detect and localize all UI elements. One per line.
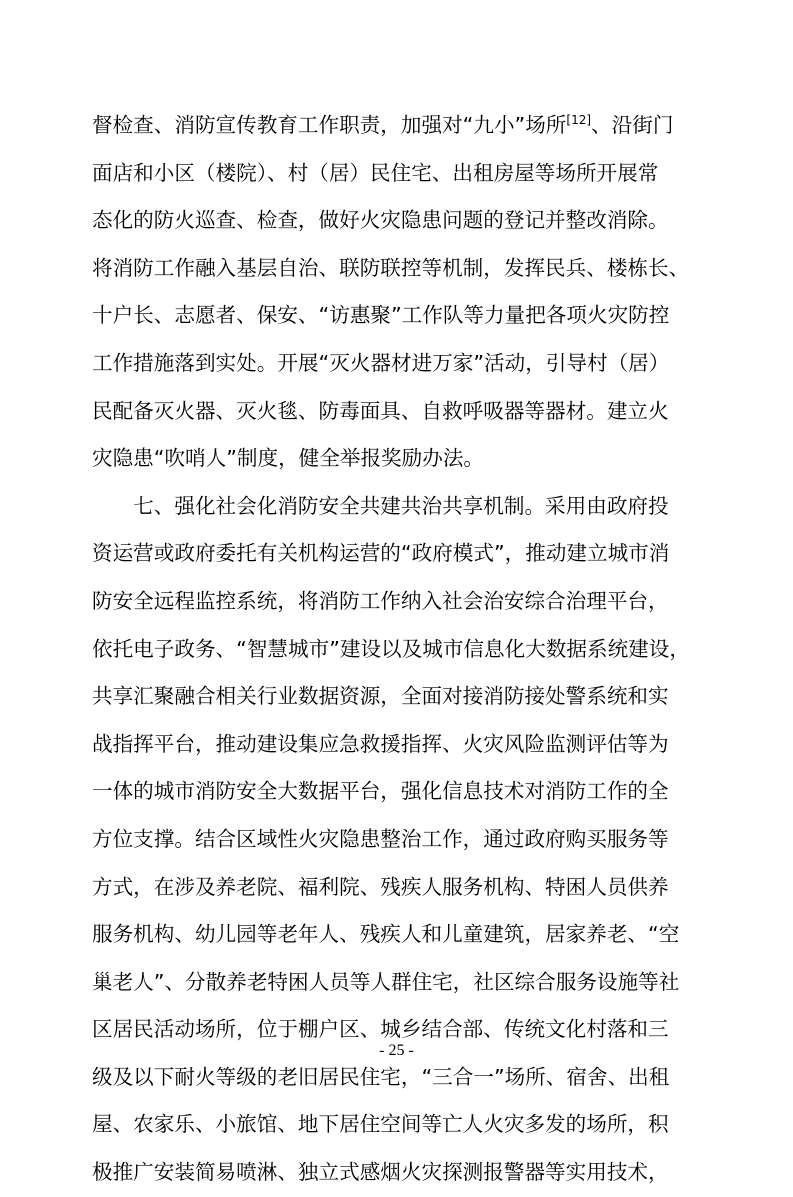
text-line: 十户长、志愿者、保安、“访惠聚”工作队等力量把各项火灾防控 (92, 303, 670, 328)
text-line: 防安全远程监控系统，将消防工作纳入社会治安综合治理平台， (92, 588, 669, 613)
citation-superscript: [12] (566, 113, 592, 128)
page-body (92, 102, 704, 1197)
text-line: 屋、农家乐、小旅馆、地下居住空间等亡人火灾多发的场所，积 (92, 1112, 669, 1137)
text-line: 资运营或政府委托有关机构运营的“政府模式”，推动建立城市消 (92, 541, 670, 566)
text-line: 方位支撑。结合区域性火灾隐患整治工作，通过政府购买服务等 (92, 826, 669, 851)
text-line: 面店和小区（楼院）、村（居）民住宅、出租房屋等场所开展常 (92, 160, 659, 185)
text-line: 民配备灭火器、灭火毯、防毒面具、自救呼吸器等器材。建立火 (92, 398, 669, 423)
text-line: 共享汇聚融合相关行业数据资源，全面对接消防接处警系统和实 (92, 684, 669, 709)
text-line: 将消防工作融入基层自治、联防联控等机制，发挥民兵、楼栋长、 (92, 255, 690, 280)
text-line: 服务机构、幼儿园等老年人、残疾人和儿童建筑，居家养老、“空 (92, 922, 680, 947)
text-line: 巢老人”、分散养老特困人员等人群住宅，社区综合服务设施等社 (92, 969, 680, 994)
text-line: 区居民活动场所，位于棚户区、城乡结合部、传统文化村落和三 (92, 1017, 669, 1042)
text-line: 级及以下耐火等级的老旧居民住宅，“三合一”场所、宿舍、出租 (92, 1064, 670, 1089)
text-line: 督检查、消防宣传教育工作职责，加强对“九小”场所[12]、沿街门 (92, 113, 674, 137)
text-line: 态化的防火巡查、检查，做好火灾隐患问题的登记并整改消除。 (92, 208, 669, 233)
text-line: 依托电子政务、“智慧城市”建设以及城市信息化大数据系统建设， (92, 636, 690, 661)
text-line: 工作措施落到实处。开展“灭火器材进万家”活动，引导村（居） (92, 350, 670, 375)
text-line: 一体的城市消防安全大数据平台，强化信息技术对消防工作的全 (92, 779, 669, 804)
text-line: 极推广安装简易喷淋、独立式感烟火灾探测报警器等实用技术， (92, 1160, 669, 1185)
text-line: 方式，在涉及养老院、福利院、残疾人服务机构、特困人员供养 (92, 874, 669, 899)
page-number: - 25 - (379, 1042, 414, 1059)
text-line: 战指挥平台，推动建设集应急救援指挥、火灾风险监测评估等为 (92, 731, 669, 756)
text-line: 灾隐患“吹哨人”制度，健全举报奖励办法。 (92, 446, 485, 471)
section-heading-line: 七、强化社会化消防安全共建共治共享机制。采用由政府投 (92, 493, 669, 518)
